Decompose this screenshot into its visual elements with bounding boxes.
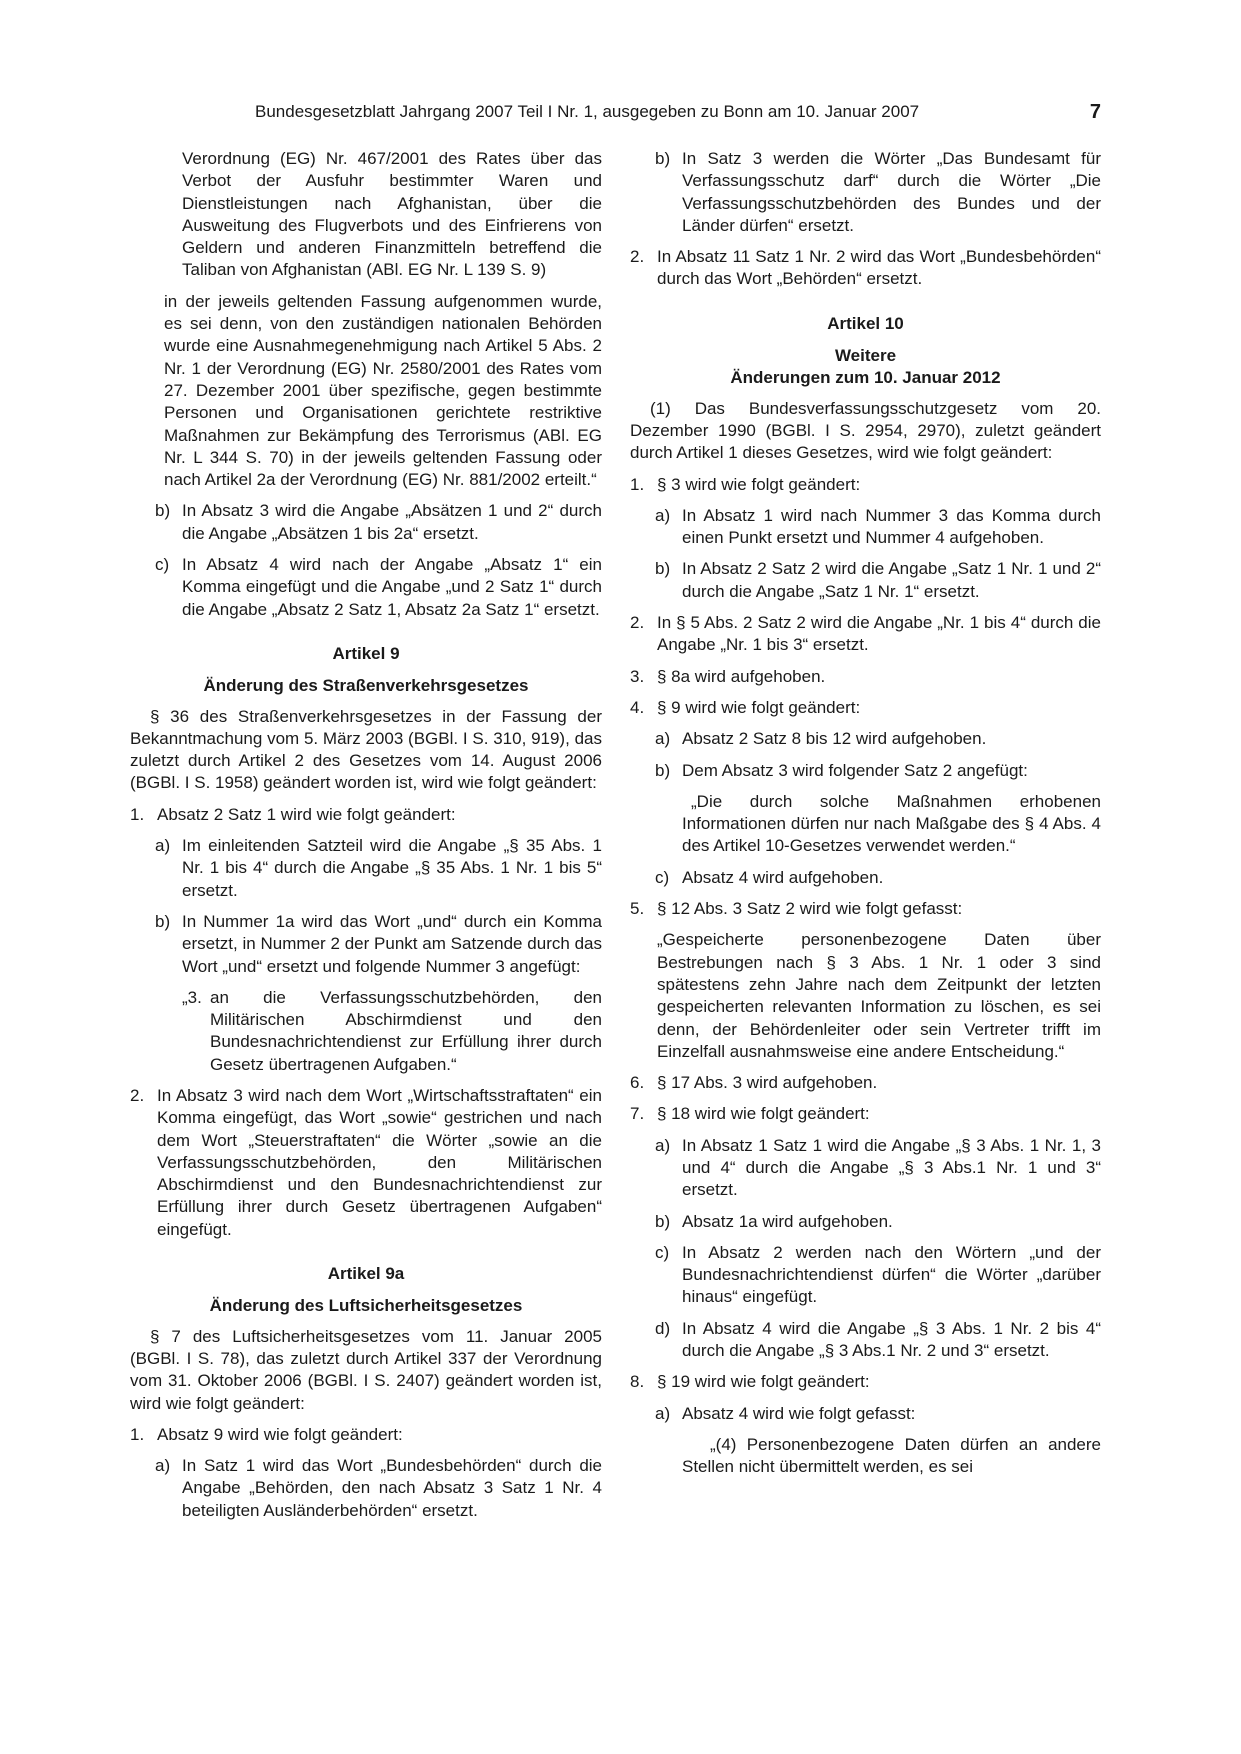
list-text: In Satz 3 werden die Wörter „Das Bundesamt für Verfassungsschutz darf“ durch die Wörter „Die Verfassungsschutzbehörden des Bundes und der Länder dürfen“ ersetzt. <box>682 149 1101 235</box>
list-text: § 18 wird wie folgt geändert: <box>657 1104 870 1124</box>
gazette-title: Bundesgesetzblatt Jahrgang 2007 Teil I Nr. 1, ausgegeben zu Bonn am 10. Januar 2007 <box>255 102 920 121</box>
list-label: 2. <box>630 247 645 267</box>
list-item-5 <box>630 898 1101 920</box>
list-item-6 <box>630 1072 1101 1094</box>
list-text: In Nummer 1a wird das Wort „und“ durch ein Komma ersetzt, in Nummer 2 der Punkt am Satzende durch das Wort „und“ ersetzt und folgende Nummer 3 angefügt: <box>182 911 602 976</box>
list-text: § 19 wird wie folgt geändert: <box>657 1372 870 1392</box>
list-item-1a <box>130 1455 602 1522</box>
list-item-7b <box>630 1211 1101 1233</box>
list-text: § 8a wird aufgehoben. <box>657 666 826 686</box>
left-column <box>130 148 602 1531</box>
list-label: 8. <box>630 1372 645 1392</box>
list-text: an die Verfassungsschutzbehörden, den Militärischen Abschirmdienst und den Bundesnachrichtendienst zur Erfüllung ihrer durch Gesetz übertragenen Aufgaben.“ <box>210 987 602 1074</box>
list-text: Absatz 2 Satz 8 bis 12 wird aufgehoben. <box>682 729 987 749</box>
list-text: Absatz 9 wird wie folgt geändert: <box>157 1424 403 1444</box>
list-label: 5. <box>630 899 645 919</box>
list-item-1b <box>630 558 1101 603</box>
paragraph-continuation: in der jeweils geltenden Fassung aufgenommen wurde, es sei denn, von den zuständigen nationalen Behörden wurde eine Ausnahmegenehmigung nach Artikel 5 Abs. 2 Nr. 1 der Verordnung (EG) Nr. 2580/2001 des Rates vom 27. Dezember 2001 über spezifische, gegen bestimmte Personen und Organisationen gerichtete restriktive Maßnahmen zur Bekämpfung des Terrorismus (ABl. EG Nr. L 344 S. 70) in der jeweils geltenden Fassung oder nach Artikel 2a der Verordnung (EG) Nr. 881/2002 erteilt.“ <box>164 291 602 490</box>
page-header <box>255 96 1101 128</box>
list-label: a) <box>655 729 671 749</box>
list-text: In Absatz 2 werden nach den Wörtern „und der Bundesnachrichtendienst dürfen“ die Wörter „darüber hinaus“ eingefügt. <box>682 1242 1101 1307</box>
list-text: In Absatz 11 Satz 1 Nr. 2 wird das Wort „Bundesbehörden“ durch das Wort „Behörden“ ersetzt. <box>657 247 1101 289</box>
list-label: b) <box>655 1211 671 1231</box>
quote-item-3 <box>130 987 602 1076</box>
list-item-7 <box>630 1103 1101 1125</box>
article-10-subtitle-1: Weitere <box>834 346 897 366</box>
list-label: 1. <box>630 474 645 494</box>
list-label: b) <box>655 760 671 780</box>
list-label: 2. <box>630 613 645 633</box>
list-label: a) <box>655 1403 671 1423</box>
list-text: Dem Absatz 3 wird folgender Satz 2 angefügt: <box>682 760 1028 780</box>
article-10-title: Artikel 10 <box>827 313 904 333</box>
article-9-title: Artikel 9 <box>332 643 400 663</box>
list-label: a) <box>155 1456 171 1476</box>
list-item-b <box>130 500 602 545</box>
list-item-8a <box>630 1403 1101 1425</box>
list-item-4b <box>630 760 1101 782</box>
list-item-4a <box>630 728 1101 750</box>
list-item-1a <box>130 835 602 902</box>
list-label: b) <box>655 559 671 579</box>
article-9a-intro: § 7 des Luftsicherheitsgesetzes vom 11. Januar 2005 (BGBl. I S. 78), das zuletzt durch Artikel 337 der Verordnung vom 31. Oktober 2006 (BGBl. I S. 2407) geändert worden ist, wird wie folgt geändert: <box>130 1326 602 1413</box>
list-label: 1. <box>130 804 145 824</box>
list-text: In Absatz 2 Satz 2 wird die Angabe „Satz 1 Nr. 1 und 2“ durch die Angabe „Satz 1 Nr. 1“ ersetzt. <box>682 559 1101 601</box>
list-label: c) <box>655 867 670 887</box>
list-text: Absatz 2 Satz 1 wird wie folgt geändert: <box>157 804 456 824</box>
list-label: 2. <box>130 1085 145 1105</box>
list-item-7c <box>630 1242 1101 1309</box>
list-item-b <box>630 148 1101 237</box>
article-10-subtitle-2: Änderungen zum 10. Januar 2012 <box>730 368 1001 388</box>
list-label: a) <box>655 505 671 525</box>
list-text: Absatz 1a wird aufgehoben. <box>682 1211 893 1231</box>
list-item-4c <box>630 867 1101 889</box>
list-label: b) <box>155 501 171 521</box>
list-text: In Absatz 1 Satz 1 wird die Angabe „§ 3 Abs. 1 Nr. 1, 3 und 4“ durch die Angabe „§ 3 Abs.1 Nr. 1 und 3“ ersetzt. <box>682 1135 1101 1200</box>
quote-block: „Die durch solche Maßnahmen erhobenen Informationen dürfen nur nach Maßgabe des § 4 Abs. 4 des Artikel 10-Gesetzes verwendet werden.“ <box>682 791 1101 856</box>
list-text: In Absatz 4 wird nach der Angabe „Absatz 1“ ein Komma eingefügt und die Angabe „und 2 Satz 1“ durch die Angabe „Absatz 2 Satz 1, Absatz 2a Satz 1“ ersetzt. <box>182 555 602 619</box>
paragraph-eg467: Verordnung (EG) Nr. 467/2001 des Rates über das Verbot der Ausfuhr bestimmter Waren und Dienstleistungen nach Afghanistan, über die Ausweitung des Flugverbots und des Einfrierens von Geldern und anderen Finanzmitteln betreffend die Taliban von Afghanistan (ABl. EG Nr. L 139 S. 9) <box>182 149 602 280</box>
right-column <box>630 148 1101 1488</box>
list-text: In Satz 1 wird das Wort „Bundesbehörden“ durch die Angabe „Behörden, den nach Absatz 3 Satz 1 Nr. 4 beteiligten Ausländerbehörden“ ersetzt. <box>182 1456 602 1520</box>
list-item-1 <box>130 1424 602 1446</box>
list-label: 7. <box>630 1104 645 1124</box>
list-label: „3. <box>182 987 202 1007</box>
list-label: 1. <box>130 1424 145 1444</box>
list-item-4 <box>630 697 1101 719</box>
list-text: Im einleitenden Satzteil wird die Angabe „§ 35 Abs. 1 Nr. 1 bis 4“ durch die Angabe „§ 35 Abs. 1 Nr. 1 bis 5“ ersetzt. <box>182 836 602 900</box>
list-label: c) <box>155 555 170 575</box>
list-text: In Absatz 4 wird die Angabe „§ 3 Abs. 1 Nr. 2 bis 4“ durch die Angabe „§ 3 Abs.1 Nr. 2 und 3“ ersetzt. <box>682 1318 1101 1361</box>
article-9-subtitle: Änderung des Straßenverkehrsgesetzes <box>203 676 529 696</box>
list-item-1a <box>630 505 1101 550</box>
list-text: In § 5 Abs. 2 Satz 2 wird die Angabe „Nr. 1 bis 4“ durch die Angabe „Nr. 1 bis 3“ ersetzt. <box>657 613 1101 655</box>
article-9a-subtitle: Änderung des Luftsicherheitsgesetzes <box>209 1296 523 1316</box>
list-text: In Absatz 1 wird nach Nummer 3 das Komma durch einen Punkt ersetzt und Nummer 4 aufgehoben. <box>682 505 1101 548</box>
list-text: Absatz 4 wird wie folgt gefasst: <box>682 1403 916 1423</box>
list-label: a) <box>155 836 171 856</box>
list-label: b) <box>155 911 171 931</box>
list-label: d) <box>655 1318 671 1338</box>
list-label: b) <box>655 149 671 168</box>
list-item-1 <box>130 804 602 826</box>
list-label: 3. <box>630 666 645 686</box>
article-9-intro: § 36 des Straßenverkehrsgesetzes in der Fassung der Bekanntmachung vom 5. März 2003 (BGBl. I S. 310, 919), das zuletzt durch Artikel 2 des Gesetzes vom 14. August 2006 (BGBl. I S. 1958) geändert worden ist, wird wie folgt geändert: <box>130 706 602 793</box>
page-number: 7 <box>1089 101 1101 123</box>
article-9a-title: Artikel 9a <box>327 1264 405 1284</box>
list-label: a) <box>655 1135 671 1155</box>
list-text: Absatz 4 wird aufgehoben. <box>682 867 884 887</box>
list-text: In Absatz 3 wird nach dem Wort „Wirtschaftsstraftaten“ ein Komma eingefügt, das Wort „sowie“ gestrichen und nach dem Wort „Steuerstraftaten“ die Wörter „sowie an die Verfassungsschutzbehörden, den Militärischen Abschirmdienst und den Bundesnachrichtendienst zur Erfüllung ihrer durch Gesetz übertragenen Aufgaben“ eingefügt. <box>157 1085 602 1239</box>
quote-block: „Gespeicherte personenbezogene Daten über Bestrebungen nach § 3 Abs. 1 Nr. 1 oder 3 sind spätestens zehn Jahre nach dem Zeitpunkt der letzten gespeicherten relevanten Information zu löschen, es sei denn, der Behördenleiter oder sein Vertreter trifft im Einzelfall ausnahmsweise eine andere Entscheidung.“ <box>657 930 1101 1061</box>
list-item-7a <box>630 1135 1101 1202</box>
list-text: § 12 Abs. 3 Satz 2 wird wie folgt gefasst: <box>657 899 963 919</box>
list-item-2 <box>630 612 1101 657</box>
list-item-2 <box>630 246 1101 291</box>
list-text: § 17 Abs. 3 wird aufgehoben. <box>657 1073 878 1093</box>
list-item-8 <box>630 1371 1101 1393</box>
list-item-2 <box>130 1085 602 1241</box>
list-item-c <box>130 554 602 621</box>
list-text: In Absatz 3 wird die Angabe „Absätzen 1 und 2“ durch die Angabe „Absätzen 1 bis 2a“ ersetzt. <box>182 501 602 543</box>
list-text: § 9 wird wie folgt geändert: <box>657 697 861 717</box>
list-label: 6. <box>630 1073 645 1093</box>
list-item-1 <box>630 474 1101 496</box>
list-label: 4. <box>630 697 645 717</box>
list-item-7d <box>630 1318 1101 1363</box>
quote-block: „(4) Personenbezogene Daten dürfen an andere Stellen nicht übermittelt werden, es sei <box>682 1434 1101 1477</box>
list-item-3 <box>630 666 1101 688</box>
list-item-1b <box>130 911 602 978</box>
article-10-intro: (1) Das Bundesverfassungsschutzgesetz vom 20. Dezember 1990 (BGBl. I S. 2954, 2970), zuletzt geändert durch Artikel 1 dieses Gesetzes, wird wie folgt geändert: <box>630 398 1101 463</box>
list-text: § 3 wird wie folgt geändert: <box>657 474 861 494</box>
list-label: c) <box>655 1242 670 1262</box>
